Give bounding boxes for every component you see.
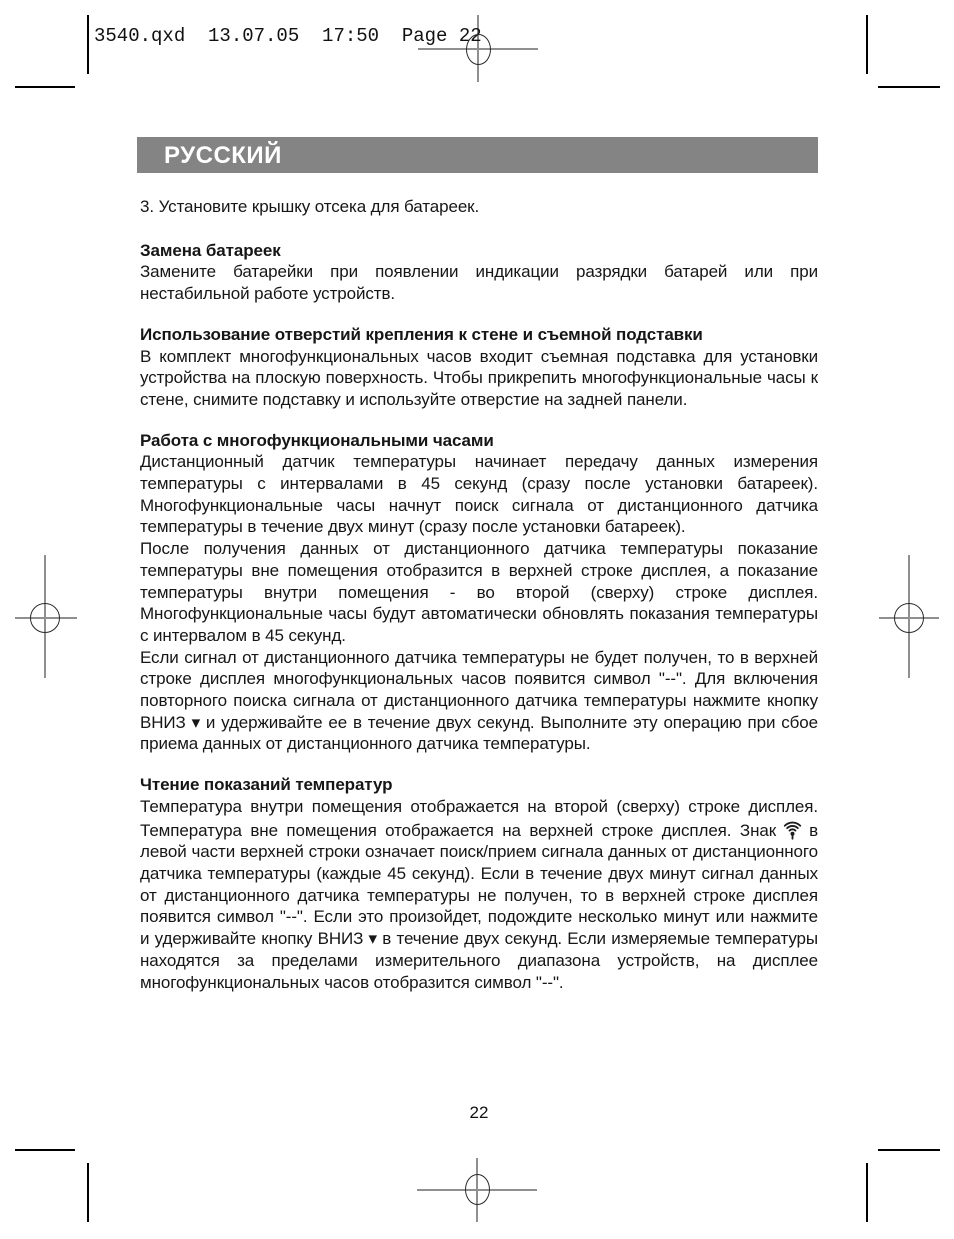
- language-banner-label: РУССКИЙ: [164, 142, 282, 169]
- crop-mark-bottom-right-vertical: [866, 1163, 868, 1222]
- reading-text-after-icon: в левой части верхней строки означает поиск/прием сигнала данных от дистанционного датчика температуры (каждые 45 секунд). Если в течение двух минут сигнал данных от дистанционного датчика температуры не получен, то в верхней строке дисплея появится символ "--". Если это произойдет, подождите несколько минут или нажмите и удерживайте кнопку ВНИЗ ▾ в течение двух секунд. Если измеряемые температуры находятся за пределами измерительного диапазона устройств, на дисплее многофункциональных часов отобразится символ "--".: [140, 820, 818, 992]
- reading-section-heading: Чтение показаний температур: [140, 775, 393, 795]
- reading-text-before-icon: Температура внутри помещения отображается на второй (сверху) строке дисплея. Температура вне помещения отображается на верхней строке дисплея. Знак: [140, 796, 818, 840]
- crop-mark-bottom-left-horizontal: [15, 1149, 75, 1151]
- mounting-section-heading: Использование отверстий крепления к стене и съемной подставки: [140, 324, 703, 344]
- reading-section-paragraph: [140, 796, 818, 993]
- registration-mark-top-circle: [466, 34, 491, 65]
- operation-paragraph-3: Если сигнал от дистанционного датчика температуры не будет получен, то в верхней строке дисплея многофункциональных часов появится символ "--". Для включения повторного поиска сигнала от дистанционного датчика температуры нажмите кнопку ВНИЗ ▾ и удерживайте ее в течение двух секунд. Выполните эту операцию при сбое приема данных от дистанционного датчика температуры.: [140, 647, 818, 754]
- crop-mark-bottom-left-vertical: [87, 1163, 89, 1222]
- print-slug: 3540.qxd 13.07.05 17:50 Page 22: [94, 25, 482, 47]
- crop-mark-top-left-vertical: [87, 15, 89, 74]
- crop-mark-top-right-horizontal: [878, 86, 940, 88]
- registration-mark-right-circle: [894, 603, 924, 633]
- battery-section-heading: Замена батареек: [140, 240, 281, 260]
- operation-paragraph-1: Дистанционный датчик температуры начинает передачу данных измерения температуры с интервалами в 45 секунд (сразу после установки батареек). Многофункциональные часы начнут поиск сигнала от дистанционного датчика температуры в течение двух минут (сразу после установки батареек).: [140, 452, 818, 537]
- registration-mark-bottom-circle: [465, 1174, 490, 1205]
- operation-paragraph-2: После получения данных от дистанционного датчика температуры показание температуры вне помещения отобразится в верхней строке дисплея, а показание температуры внутри помещения - во второй (сверху) строке дисплея. Многофункциональные часы будут автоматически обновлять показания температуры с интервалом в 45 секунд.: [140, 539, 818, 645]
- registration-mark-left-circle: [30, 603, 60, 633]
- crop-mark-top-right-vertical: [866, 15, 868, 74]
- manual-text-column: [140, 196, 818, 993]
- battery-section-paragraph: Замените батарейки при появлении индикации разрядки батарей или при нестабильной работе устройств.: [140, 262, 818, 304]
- mounting-section-paragraph: В комплект многофункциональных часов входит съемная подставка для установки устройства на плоскую поверхность. Чтобы прикрепить многофункциональные часы к стене, снимите подставку и используйте отверстие на задней панели.: [140, 346, 818, 409]
- crop-mark-bottom-right-horizontal: [878, 1149, 940, 1151]
- step-3-instruction: 3. Установите крышку отсека для батареек.: [140, 197, 480, 216]
- signal-icon: [780, 818, 805, 841]
- language-banner: [137, 137, 818, 173]
- operation-section-heading: Работа с многофункциональными часами: [140, 430, 494, 450]
- page-number: 22: [469, 1103, 489, 1122]
- crop-mark-top-left-horizontal: [15, 86, 75, 88]
